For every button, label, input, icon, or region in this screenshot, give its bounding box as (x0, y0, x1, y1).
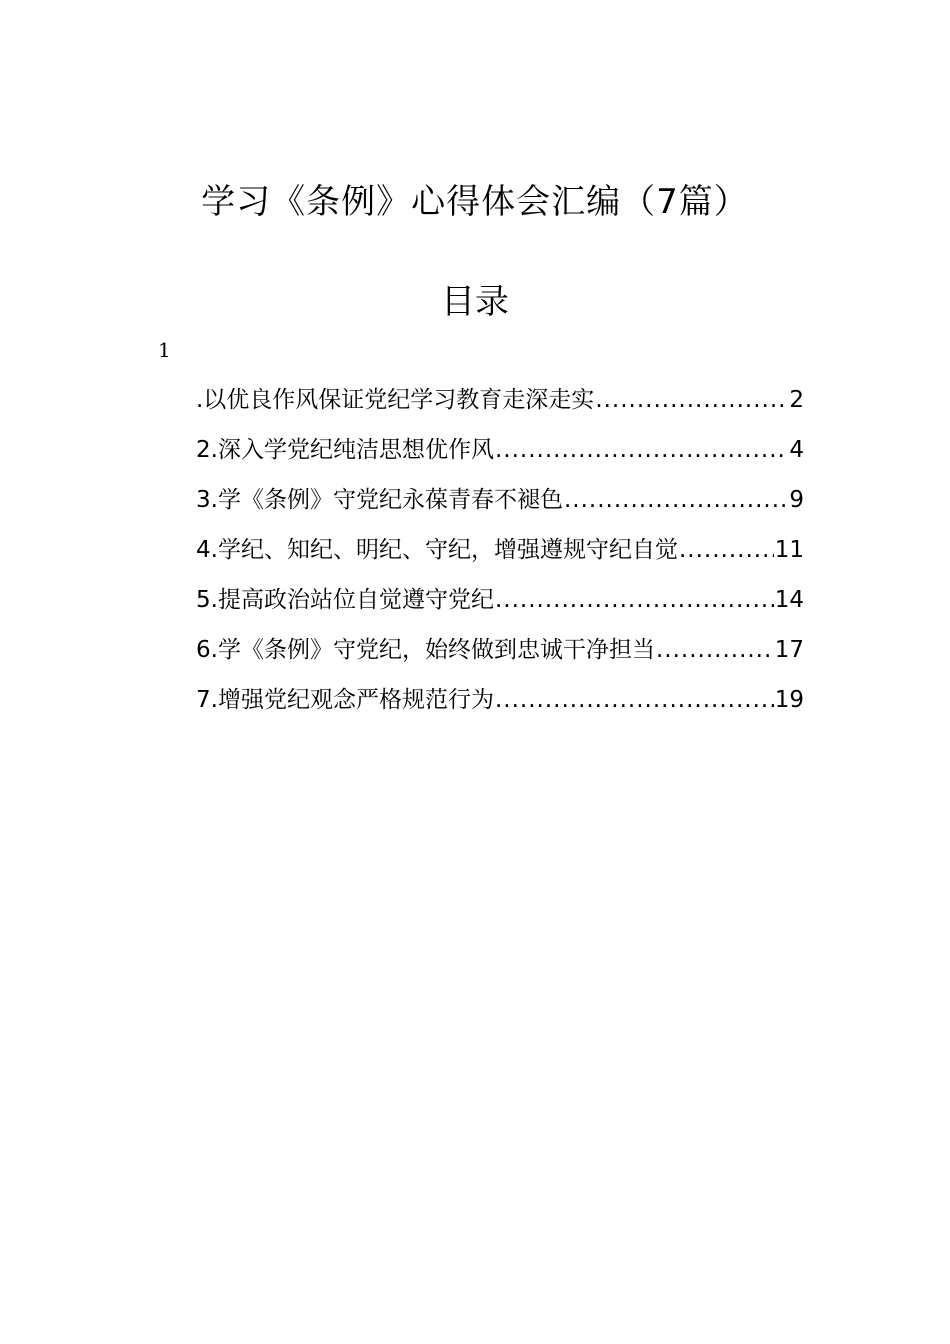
toc-entry-title: 7.增强党纪观念严格规范行为 (196, 687, 494, 713)
toc-entry[interactable] (196, 425, 804, 475)
toc-entry[interactable] (196, 525, 804, 575)
toc-entry-title: 3.学《条例》守党纪永葆青春不褪色 (196, 487, 563, 513)
toc-entry-title: 2.深入学党纪纯洁思想优作风 (196, 437, 494, 463)
toc-entry-title: .以优良作风保证党纪学习教育走深走实 (196, 387, 595, 413)
toc-entry-page: 9 (789, 487, 804, 513)
toc-entry[interactable] (196, 575, 804, 625)
toc-dot-leader (656, 625, 774, 675)
toc-entry-page: 14 (774, 587, 804, 613)
toc-entry-page: 11 (774, 537, 804, 563)
toc-entry[interactable] (196, 375, 804, 425)
toc-entry-title: 6.学《条例》守党纪，始终做到忠诚干净担当 (196, 637, 655, 663)
toc-entry-page: 4 (789, 437, 804, 463)
toc-entry-page: 2 (789, 387, 804, 413)
document-title: 学习《条例》心得体会汇编（7篇） (201, 182, 749, 222)
toc-dot-leader (679, 525, 774, 575)
toc-entry[interactable] (196, 625, 804, 675)
toc-entry-title: 5.提高政治站位自觉遵守党纪 (196, 587, 494, 613)
toc-entry-page: 19 (774, 687, 804, 713)
toc-dot-leader (495, 675, 774, 725)
toc-entry[interactable] (196, 675, 804, 725)
toc-entry-title: 4.学纪、知纪、明纪、守纪，增强遵规守纪自觉 (196, 537, 678, 563)
toc-dot-leader (595, 375, 788, 425)
toc-dot-leader (564, 475, 788, 525)
toc-heading: 目录 (441, 282, 509, 322)
toc-dot-leader (495, 425, 788, 475)
stray-number: 1 (158, 338, 171, 362)
toc-entry[interactable] (196, 475, 804, 525)
toc-entry-page: 17 (774, 637, 804, 663)
toc-dot-leader (495, 575, 774, 625)
table-of-contents (196, 375, 804, 725)
